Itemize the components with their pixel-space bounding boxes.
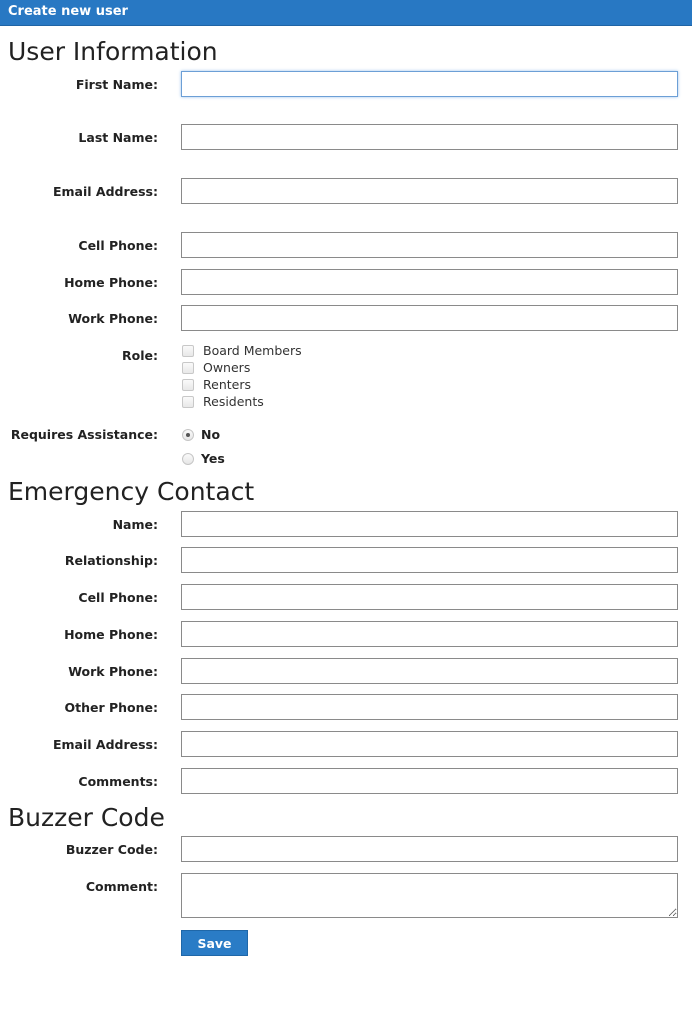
cell-phone-input[interactable] (181, 232, 678, 258)
save-button[interactable]: Save (181, 930, 248, 956)
window-title: Create new user (8, 4, 128, 19)
first-name-input[interactable] (181, 71, 678, 97)
ec-email-input[interactable] (181, 731, 678, 757)
role-checkbox[interactable] (182, 379, 194, 391)
buzzer-comment-textarea[interactable] (181, 873, 678, 918)
ec-home-phone-input[interactable] (181, 621, 678, 647)
cell-phone-label: Cell Phone: (78, 238, 158, 253)
emergency-contact-heading: Emergency Contact (8, 477, 255, 506)
home-phone-label: Home Phone: (64, 275, 158, 290)
work-phone-label: Work Phone: (68, 311, 158, 326)
ec-home-phone-label: Home Phone: (64, 627, 158, 642)
buzzer-comment-label: Comment: (85, 879, 158, 894)
email-label: Email Address: (52, 184, 158, 199)
role-checkbox[interactable] (182, 345, 194, 357)
ec-comments-input[interactable] (181, 768, 678, 794)
ec-name-input[interactable] (181, 511, 678, 537)
ec-work-phone-label: Work Phone: (68, 664, 158, 679)
first-name-label: First Name: (75, 77, 158, 92)
ec-relationship-input[interactable] (181, 547, 678, 573)
role-option-label: Owners (203, 360, 251, 375)
role-checkbox[interactable] (182, 362, 194, 374)
assistance-radio-no[interactable] (182, 429, 194, 441)
role-checkbox[interactable] (182, 396, 194, 408)
assistance-option-label: Yes (201, 451, 225, 466)
assistance-option-label: No (201, 427, 221, 442)
email-input[interactable] (181, 178, 678, 204)
requires-assistance-label: Requires Assistance: (10, 427, 158, 442)
assistance-radio-yes[interactable] (182, 453, 194, 465)
last-name-input[interactable] (181, 124, 678, 150)
role-option-label: Residents (203, 394, 264, 409)
user-info-heading: User Information (8, 37, 218, 66)
ec-work-phone-input[interactable] (181, 658, 678, 684)
role-option-label: Renters (203, 377, 251, 392)
work-phone-input[interactable] (181, 305, 678, 331)
ec-email-label: Email Address: (52, 737, 158, 752)
ec-name-label: Name: (112, 517, 158, 532)
ec-cell-phone-label: Cell Phone: (78, 590, 158, 605)
buzzer-code-label: Buzzer Code: (65, 842, 158, 857)
role-label: Role: (122, 348, 158, 363)
ec-comments-label: Comments: (78, 774, 158, 789)
ec-other-phone-input[interactable] (181, 694, 678, 720)
window-title-bar (0, 0, 692, 26)
buzzer-code-input[interactable] (181, 836, 678, 862)
ec-relationship-label: Relationship: (64, 553, 158, 568)
buzzer-code-heading: Buzzer Code (8, 803, 165, 832)
ec-cell-phone-input[interactable] (181, 584, 678, 610)
role-option-label: Board Members (203, 343, 302, 358)
ec-other-phone-label: Other Phone: (64, 700, 158, 715)
last-name-label: Last Name: (78, 130, 158, 145)
home-phone-input[interactable] (181, 269, 678, 295)
